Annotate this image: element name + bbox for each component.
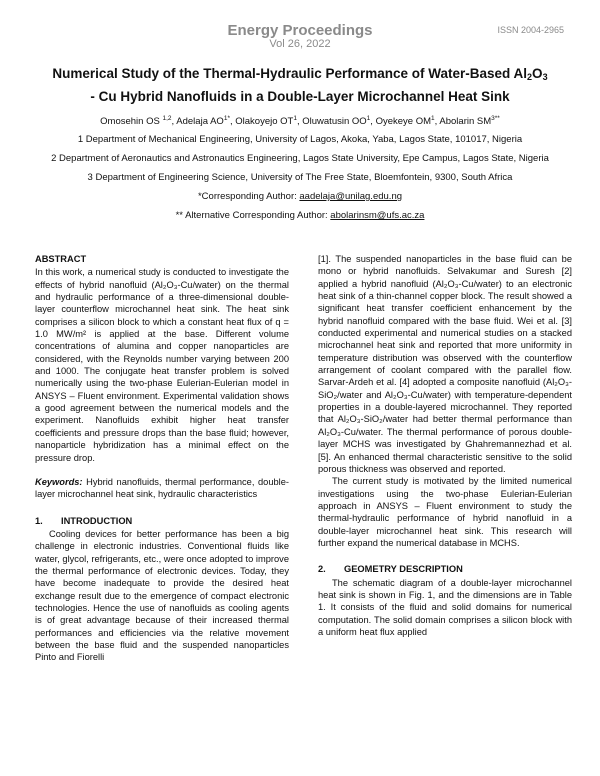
journal-name: Energy Proceedings [227, 22, 373, 39]
email-link[interactable]: aadelaja@unilag.edu.ng [299, 191, 403, 202]
body-paragraph: The current study is motivated by the limited numerical investigations using the two-phase Eulerian-Eulerian approach in ANSYS – Fluent environment to study the thermal-hydraulic performance of hybrid nanofluid in a double-layer microchannel heat sink. This research will further expand the numerical database in MCHS. [318, 476, 572, 548]
affiliation-1: 1 Department of Mechanical Engineering, University of Lagos, Akoka, Yaba, Lagos State, 101017, Nigeria [77, 134, 523, 145]
corresponding-author: *Corresponding Author: aadelaja@unilag.edu.ng [197, 191, 403, 202]
author: Abolarin SM [439, 116, 492, 127]
author: Omosehin OS [100, 116, 160, 127]
author: Adelaja AO [176, 116, 224, 127]
left-column [35, 253, 289, 664]
alternative-corresponding-author: ** Alternative Corresponding Author: abolarinsm@ufs.ac.za [175, 210, 425, 221]
body-paragraph: The schematic diagram of a double-layer microchannel heat sink is shown in Fig. 1, and the dimensions are in Table 1. It consists of the fluid and solid domains for numerical computation. The solid domain comprises a silicon block with a uniform heat flux applied [318, 577, 572, 637]
abstract-heading: ABSTRACT [35, 254, 87, 264]
right-column [318, 253, 572, 638]
section-heading-introduction: 1. INTRODUCTION [35, 515, 133, 526]
paper-title: Numerical Study of the Thermal-Hydraulic Performance of Water-Based $Al_2O_3$ - Cu Hybrid Nanofluids in a Double-Layer Microchannel Heat Sink [52, 66, 548, 104]
author: Oyekeye OM [375, 116, 432, 127]
abstract-text: In this work, a numerical study is conducted to investigate the effects of hybrid nanofluid (Al₂O₃-Cu/water) on the thermal and hydraulic performance of a three-dimensional double-layer counterflow microchannel heat sink. The heat sink comprises a silicon block to which a constant heat flux of q = 1.0 MW/m² is applied at the base. Different volume concentrations of alumina and copper nanoparticles are considered, with the Reynolds number varying between 200 and 1000. The conjugate heat transfer problem is solved numerically using the two-phase Eulerian-Eulerian model in ANSYS – Fluent environment. Experimental validation shows a good agreement between the numerical models and the experiment. Nanofluids exhibit higher heat transfer coefficients and pressure drops than the base fluid; however, nanoparticle hybridization has a minimal effect on the pressure drop. [35, 267, 289, 463]
volume-label: Vol 26, 2022 [269, 38, 331, 50]
keywords: Keywords: Hybrid nanofluids, thermal performance, double-layer microchannel heat sink, hydraulic characteristics [35, 476, 289, 500]
affiliation-2: 2 Department of Aeronautics and Astronautics Engineering, Lagos State University, Epe Campus, Lagos State, Nigeria [51, 153, 549, 164]
section-heading-geometry: 2. GEOMETRY DESCRIPTION [318, 564, 463, 575]
affiliation-3: 3 Department of Engineering Science, University of The Free State, Bloemfontein, 9300, South Africa [87, 172, 513, 183]
issn-label: ISSN 2004-2965 [497, 25, 564, 35]
author: Oluwatusin OO [302, 116, 367, 127]
introduction-text: Cooling devices for better performance has been a big challenge in electronic industries. Conventional fluids like water, glycol, refrigerants, etc., were once adopted to improve the thermal performance of electronic devices. Today, they have become inadequate to provide the desired heat exchange result due to the emergence of compact electronic technologies. Hence the use of nanofluids as cooling agents is of great advantage because of their increased thermal performances and efficiencies via the relative movement between the base fluid and the suspended nanoparticles Pinto and Fiorelli [35, 528, 289, 663]
body-paragraph: [1]. The suspended nanoparticles in the base fluid can be mono or hybrid nanofluids. Selvakumar and Suresh [2] applied a hybrid nanofluid (Al₂O₃-Cu/water) to an electronic heat sink of a thin-channel copper block. The result showed a significant heat transfer coefficient enhancement by the hybrid nanofluid compared with the base fluid. Wei et al. [3] conducted experimental and numerical studies on a stacked microchannel heat sink and reported that more uniformity in temperature distribution was observed with the counterflow arrangement of coolant compared with the parallel flow. Sarvar-Ardeh et al. [4] adopted a composite nanofluid (Al₂O₃-SiO₂/water and Al₂O₃-Cu/water) with temperature-dependent properties in a double-layered microchannel. They reported that Al₂O₃-SiO₂/water had better thermal performance than Al₂O₃-Cu/water. The thermal performance of porous double-layer MCHS was investigated by Ghahremannezhad et al. [5]. An enhanced thermal characteristic sensitive to the solid porous thickness was observed and reported. [318, 254, 572, 474]
author-list: Omosehin OS $^{1,2}$, Adelaja $AO^{1*}$, Olakoyejo $OT^1$, Oluwatusin $OO^1$, Oyekeye $OM^1$, Abolarin $SM^{3**}$ [100, 115, 500, 127]
email-link[interactable]: abolarinsm@ufs.ac.za [330, 210, 425, 221]
author: Olakoyejo OT [235, 116, 294, 127]
